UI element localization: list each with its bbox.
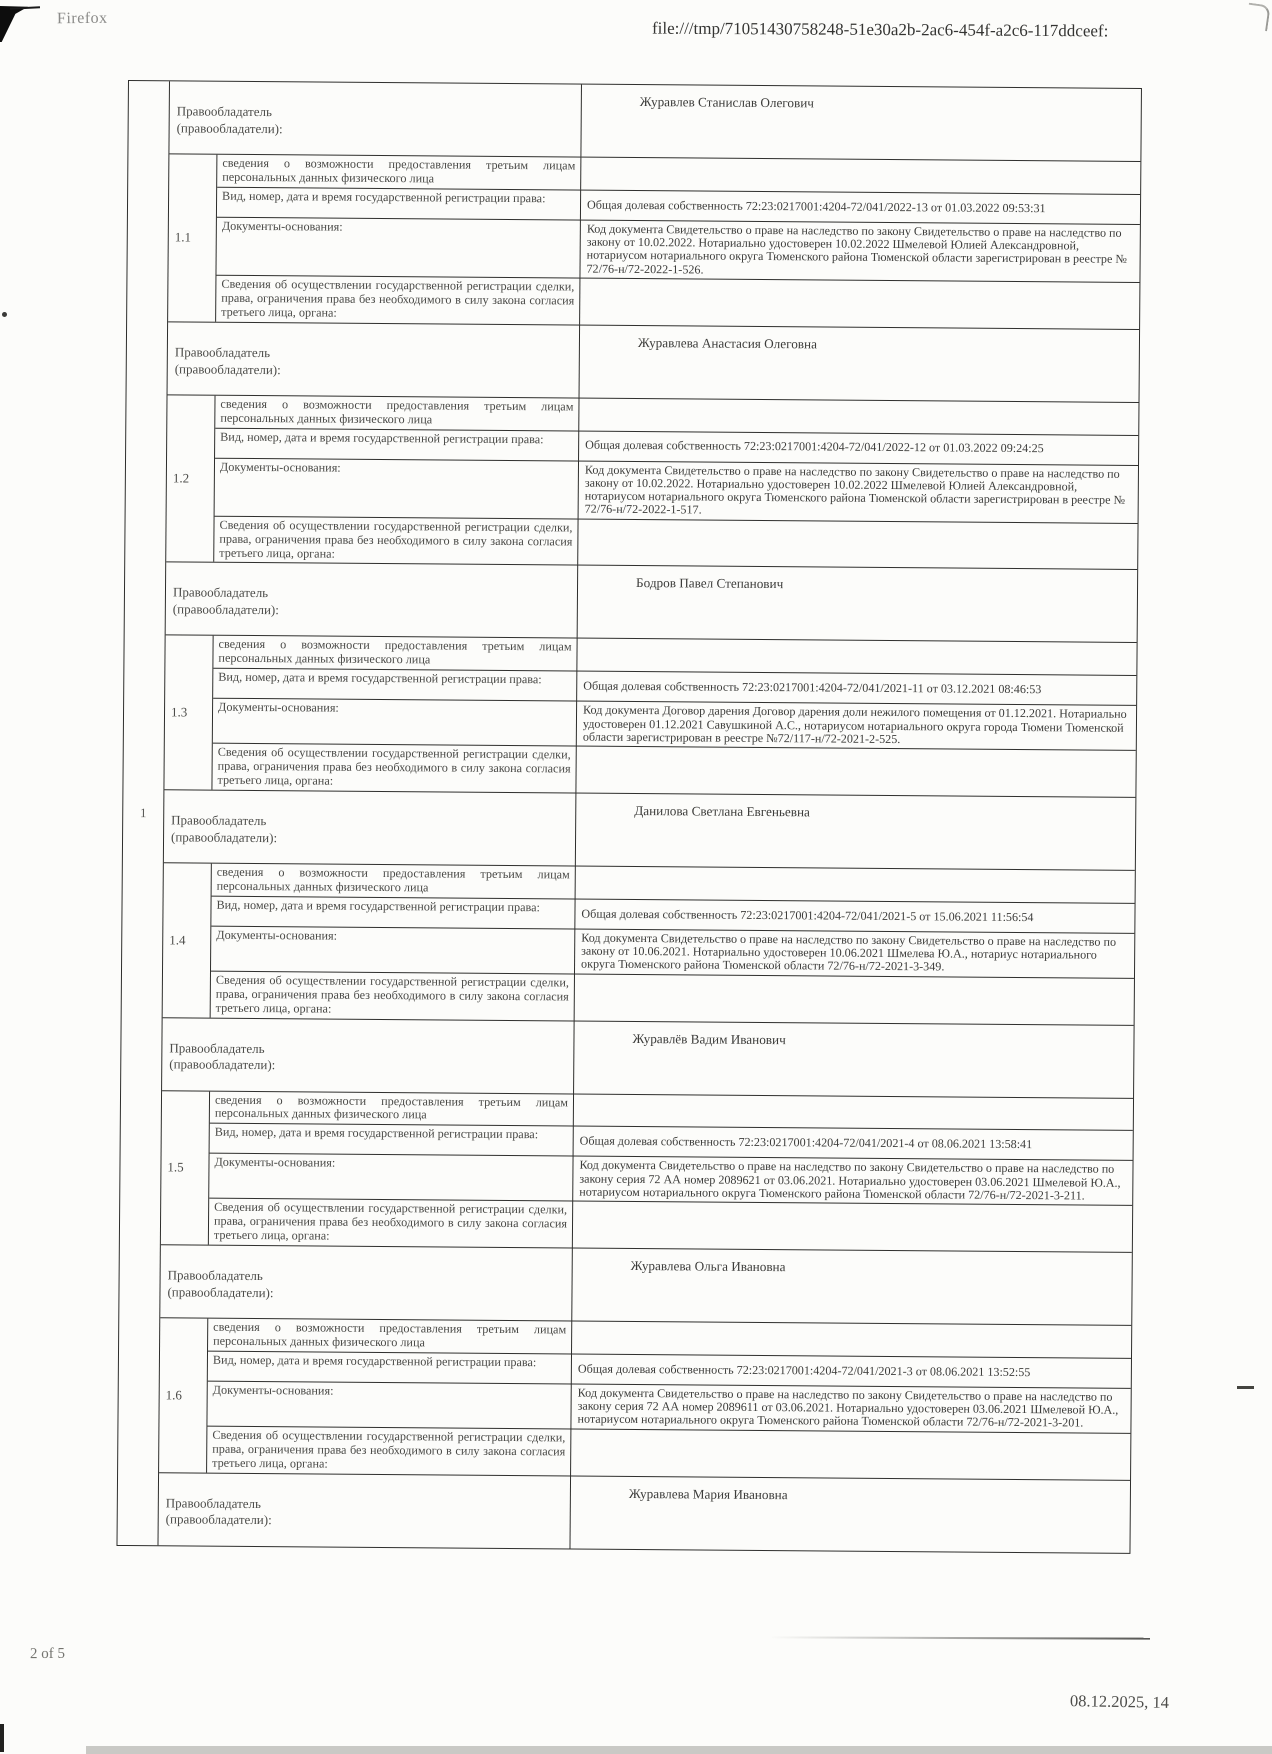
- table-row: [164, 790, 1136, 871]
- table-content: [158, 81, 1140, 1552]
- documents-value: Код документа Свидетельство о праве на наследство по закону Свидетельство о праве на наследство по закону от 10.02.2022. Нотариально удостоверен 10.02.2022 Шмелевой Юлией Александровной, нотариусом нотариального округа Тюменского района Тюменской области зарегистрирован в реестре № 72/76-н/72-2022-1-526.: [586, 221, 1127, 277]
- owner-label: Правообладатель (правообладатели):: [158, 1473, 571, 1548]
- owner-name: Бодров Павел Степанович: [636, 575, 784, 592]
- scan-dash-artifact: [1237, 1386, 1254, 1389]
- deal-value: [571, 1429, 1130, 1479]
- section-number: 1.4: [163, 863, 212, 1017]
- consent-value: [577, 639, 1136, 675]
- deal-label: Сведения об осуществлении государственной регистрации сделки, права, ограничения права без необходимого в силу закона согласия третьего лица, органа:: [212, 744, 576, 793]
- table-row: [168, 322, 1140, 403]
- deal-value: [580, 279, 1139, 329]
- section-block: [159, 1318, 1131, 1480]
- owner-label: Правообладатель (правообладатели):: [166, 563, 579, 638]
- documents-value: Код документа Свидетельство о праве на наследство по закону Свидетельство о праве на наследство по закону серия 72 АА номер 2089611 от 03.06.2021. Нотариально удостоверен 03.06.2021 Шмелевой Ю.А., нотариусом нотариального округа Тюменского района Тюменской области 72/76-н/72-2021-3-201.: [577, 1385, 1119, 1430]
- scan-corner-artifact: [0, 6, 28, 42]
- consent-value: [581, 158, 1140, 194]
- browser-app-label: Firefox: [56, 9, 108, 28]
- page-indicator: 2 of 5: [29, 1645, 66, 1663]
- section-block: [161, 1091, 1133, 1253]
- scan-page-edge: [86, 1746, 1272, 1754]
- registration-value: Общая долевая собственность 72:23:0217001:4204-72/041/2021-5 от 15.06.2021 11:56:54: [581, 906, 1034, 924]
- scan-line-artifact: [770, 1636, 1150, 1639]
- table-row: [166, 563, 1138, 644]
- deal-label: Сведения об осуществлении государственной регистрации сделки, права, ограничения права без необходимого в силу закона согласия третьего лица, органа:: [211, 971, 575, 1020]
- section-number: 1.3: [164, 636, 213, 790]
- section-block: [168, 154, 1140, 329]
- registration-value: Общая долевая собственность 72:23:0217001:4204-72/041/2022-13 от 01.03.2022 09:53:31: [586, 197, 1046, 215]
- registration-value: Общая долевая собственность 72:23:0217001:4204-72/041/2021-4 от 08.06.2021 13:58:41: [579, 1133, 1033, 1152]
- owner-name: Журавлёв Вадим Иванович: [632, 1030, 786, 1047]
- scan-edge-artifact: [1245, 3, 1270, 32]
- owner-label: Правообладатель (правообладатели):: [164, 790, 577, 865]
- registration-label: Вид, номер, дата и время государственной регистрации права:: [215, 428, 579, 460]
- registration-value: Общая долевая собственность 72:23:0217001:4204-72/041/2021-3 от 08.06.2021 13:52:55: [577, 1361, 1031, 1379]
- registration-label: Вид, номер, дата и время государственной регистрации права:: [217, 188, 581, 220]
- owner-label: Правообладатель (правообладатели):: [169, 81, 582, 156]
- table-row: [211, 971, 1134, 1024]
- scan-edge-artifact: [0, 1724, 4, 1752]
- rights-holders-table: [116, 80, 1141, 1553]
- table-row: [207, 1427, 1130, 1480]
- documents-label: Документы-основания:: [213, 699, 577, 746]
- owner-label: Правообладатель (правообладатели):: [162, 1018, 575, 1093]
- consent-label: сведения о возможности предоставления третьим лицам персональных данных физического лица: [208, 1319, 572, 1354]
- owner-name: Данилова Светлана Евгеньевна: [634, 802, 810, 820]
- deal-value: [575, 974, 1134, 1024]
- consent-value: [576, 867, 1135, 903]
- deal-value: [576, 747, 1135, 797]
- deal-label: Сведения об осуществлении государственной регистрации сделки, права, ограничения права без необходимого в силу закона согласия третьего лица, органа:: [216, 276, 580, 325]
- owner-label: Правообладатель (правообладатели):: [160, 1245, 573, 1320]
- registration-label: Вид, номер, дата и время государственной регистрации права:: [210, 1124, 574, 1156]
- consent-value: [574, 1094, 1133, 1130]
- table-row: [211, 926, 1134, 978]
- table-row: [215, 458, 1138, 523]
- section-number: 1.1: [168, 154, 217, 321]
- table-row: [213, 699, 1136, 751]
- owner-name: Журавлева Ольга Ивановна: [630, 1258, 786, 1275]
- consent-label: сведения о возможности предоставления третьим лицам персональных данных физического лица: [210, 1091, 574, 1126]
- deal-label: Сведения об осуществлении государственной регистрации сделки, права, ограничения права без необходимого в силу закона согласия третьего лица, органа:: [214, 516, 578, 565]
- deal-value: [578, 519, 1137, 569]
- document-file-url: file:///tmp/71051430758248-51e30a2b-2ac6-454f-a2c6-117ddceef:: [651, 18, 1109, 41]
- table-row: [207, 1382, 1130, 1434]
- registration-value: Общая долевая собственность 72:23:0217001:4204-72/041/2022-12 от 01.03.2022 09:24:25: [585, 437, 1044, 456]
- consent-label: сведения о возможности предоставления третьим лицам персональных данных физического лица: [217, 155, 581, 190]
- table-row-number: 1: [117, 81, 169, 1545]
- print-timestamp: 08.12.2025, 14: [1069, 1691, 1170, 1712]
- documents-value: Код документа Свидетельство о праве на наследство по закону Свидетельство о праве на наследство по закону от 10.02.2022. Нотариально удостоверен 10.02.2022 Шмелевой Юлией Александровной, нотариусом нотариального округа Тюменского района Тюменской области зарегистрирован в реестре № 72/76-н/72-2022-1-517.: [584, 462, 1126, 517]
- registration-label: Вид, номер, дата и время государственной регистрации права:: [211, 896, 575, 928]
- documents-value: Код документа Договор дарения Договор дарения доли нежилого помещения от 01.12.2021. Нотариально удостоверен 01.12.2021 Савушкиной А.С., нотариусом нотариального округа города Тюмени Тюменской области зарегистрирован в реестре №72/117-н/72-2021-2-525.: [582, 702, 1127, 746]
- table-row: [209, 1154, 1132, 1206]
- table-row: [158, 1473, 1130, 1553]
- deal-value: [573, 1202, 1132, 1252]
- documents-label: Документы-основания:: [216, 218, 580, 278]
- owner-name: Журавлева Анастасия Олеговна: [637, 334, 818, 352]
- table-row: [160, 1245, 1132, 1326]
- section-block: [164, 636, 1136, 798]
- scan-dot-artifact: [2, 312, 7, 317]
- table-row: [169, 81, 1141, 162]
- registration-label: Вид, номер, дата и время государственной регистрации права:: [208, 1352, 572, 1384]
- section-number: 1.2: [166, 395, 215, 562]
- scan-corner-artifact: [10, 6, 40, 10]
- section-number: 1.5: [161, 1091, 210, 1245]
- documents-value: Код документа Свидетельство о праве на наследство по закону Свидетельство о праве на наследство по закону от 10.06.2021. Нотариально удостоверен 10.06.2021 Шмелева Ю.А., нотариус нотариального округа Тюменского района Тюменской области 72/76-н/72-2021-3-349.: [581, 930, 1117, 974]
- consent-value: [572, 1322, 1131, 1358]
- consent-label: сведения о возможности предоставления третьим лицам персональных данных физического лица: [212, 864, 576, 899]
- table-row: [216, 276, 1139, 329]
- documents-label: Документы-основания:: [215, 458, 579, 518]
- table-row: [214, 516, 1137, 569]
- documents-label: Документы-основания:: [211, 926, 575, 973]
- section-number: 1.6: [159, 1318, 208, 1472]
- deal-label: Сведения об осуществлении государственной регистрации сделки, права, ограничения права без необходимого в силу закона согласия третьего лица, органа:: [207, 1427, 571, 1476]
- owner-name: Журавлева Мария Ивановна: [628, 1485, 788, 1502]
- owner-label: Правообладатель (правообладатели):: [168, 322, 581, 397]
- consent-label: сведения о возможности предоставления третьим лицам персональных данных физического лица: [215, 395, 579, 430]
- table-row: [216, 218, 1139, 283]
- section-block: [163, 863, 1135, 1025]
- documents-label: Документы-основания:: [207, 1382, 571, 1429]
- table-row: [212, 744, 1135, 797]
- table-row: [209, 1199, 1132, 1252]
- deal-label: Сведения об осуществлении государственной регистрации сделки, права, ограничения права без необходимого в силу закона согласия третьего лица, органа:: [209, 1199, 573, 1248]
- documents-label: Документы-основания:: [209, 1154, 573, 1201]
- section-block: [166, 395, 1138, 570]
- owner-name: Журавлев Станислав Олегович: [639, 94, 815, 111]
- table-row: [162, 1018, 1134, 1099]
- registration-label: Вид, номер, дата и время государственной регистрации права:: [213, 669, 577, 701]
- documents-value: Код документа Свидетельство о праве на наследство по закону Свидетельство о праве на наследство по закону серия 72 АА номер 2089621 от 03.06.2021. Нотариально удостоверен 03.06.2021 Шмелевой Ю.А., нотариусом нотариального округа Тюменского района Тюменской области 72/76-н/72-2021-3-211.: [579, 1157, 1121, 1203]
- consent-value: [579, 398, 1138, 434]
- registration-value: Общая долевая собственность 72:23:0217001:4204-72/041/2021-11 от 03.12.2021 08:46:53: [583, 678, 1042, 697]
- consent-label: сведения о возможности предоставления третьим лицам персональных данных физического лица: [213, 636, 577, 671]
